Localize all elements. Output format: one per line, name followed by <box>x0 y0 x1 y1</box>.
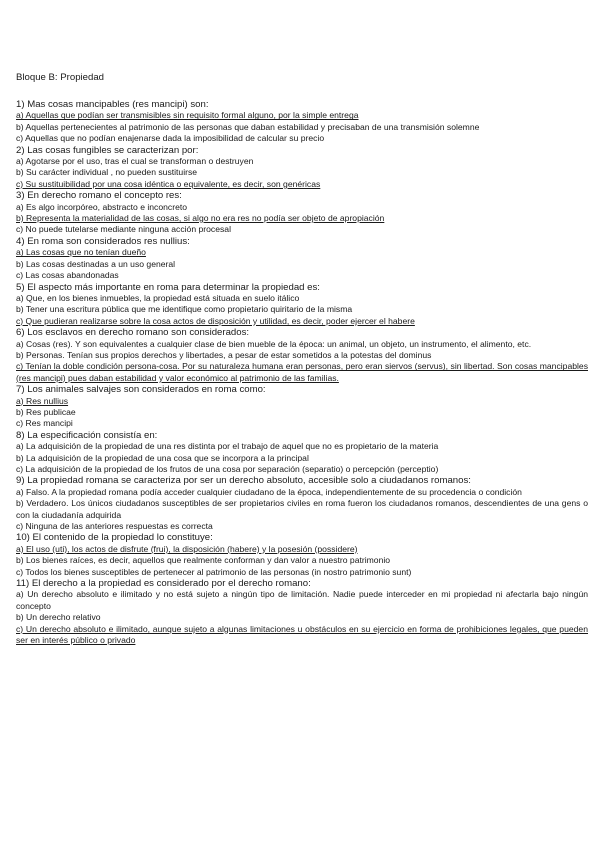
document-title: Bloque B: Propiedad <box>16 72 105 83</box>
answer-option: c) Ninguna de las anteriores respuestas es correcta <box>16 521 213 532</box>
answer-option: b) Res publicae <box>16 406 76 417</box>
correct-answer-option: c) Un derecho absoluto e ilimitado, aunque sujeto a algunas limitaciones u obstáculos en su ejercicio en forma de prohibiciones legales, que pueden ser en interés público o privado <box>16 623 588 646</box>
answer-option: b) Personas. Tenían sus propios derechos y libertades, a pesar de estar sometidos a la potestas del dominus <box>16 349 432 360</box>
question-block <box>16 327 588 384</box>
correct-answer-option: b) Representa la materialidad de las cosas, si algo no era res no podía ser objeto de apropiación <box>16 213 385 224</box>
answer-option: a) Cosas (res). Y son equivalentes a cualquier clase de bien mueble de la época: un animal, un objeto, un instrumento, el alimento, etc. <box>16 338 532 349</box>
answer-option: a) La adquisición de la propiedad de una res distinta por el trabajo de aquel que no es propietario de la materia <box>16 441 439 452</box>
correct-answer-option: a) Res nullius <box>16 395 69 406</box>
correct-answer-option: c) Que pudieran realizarse sobre la cosa actos de disposición y utilidad, es decir, poder ejercer el habere <box>16 315 415 326</box>
answer-option: b) La adquisición de la propiedad de una cosa que se incorpora a la principal <box>16 452 309 463</box>
answer-option: c) Res mancipi <box>16 418 73 429</box>
answer-option: b) Su carácter individual , no pueden sustituirse <box>16 167 198 178</box>
answer-option: a) Falso. A la propiedad romana podía acceder cualquier ciudadano de la época, independientemente de su procedencia o condición <box>16 486 522 497</box>
question-text: 4) En roma son considerados res nullius: <box>16 235 190 247</box>
question-block <box>16 282 588 328</box>
question-text: 5) El aspecto más importante en roma para determinar la propiedad es: <box>16 281 320 293</box>
question-block <box>16 384 588 430</box>
answer-option: c) Las cosas abandonadas <box>16 270 119 281</box>
question-text: 8) La especificación consistía en: <box>16 429 158 441</box>
question-text: 1) Mas cosas mancipables (res mancipi) son: <box>16 99 209 110</box>
answer-option: c) Aquellas que no podían enajenarse dada la imposibilidad de calcular su precio <box>16 133 325 144</box>
question-text: 11) El derecho a la propiedad es considerado por el derecho romano: <box>16 578 311 590</box>
question-text: 7) Los animales salvajes son considerados en roma como: <box>16 384 266 396</box>
answer-option: b) Aquellas pertenecientes al patrimonio de las personas que daban estabilidad y precisaban de una transmisión solemne <box>16 121 480 132</box>
answer-option: a) Un derecho absoluto e ilimitado y no está sujeto a ningún tipo de limitación. Nadie puede interceder en mi propiedad ni afectarla bajo ningún concepto <box>16 589 588 611</box>
question-text: 2) Las cosas fungibles se caracterizan por: <box>16 144 199 156</box>
question-block <box>16 578 588 646</box>
answer-option: c) La adquisición de la propiedad de los frutos de una cosa por separación (separatio) o percepción (perceptio) <box>16 464 439 474</box>
question-block <box>16 236 588 282</box>
answer-option: b) Los bienes raíces, es decir, aquellos que realmente conforman y dan valor a nuestro patrimonio <box>16 555 391 566</box>
question-block <box>16 475 588 532</box>
answer-option: b) Tener una escritura pública que me identifique como propietario quiritario de la misma <box>16 304 353 315</box>
question-text: 6) Los esclavos en derecho romano son considerados: <box>16 327 250 339</box>
document-page <box>16 72 588 647</box>
answer-option: b) Las cosas destinadas a un uso general <box>16 258 176 269</box>
correct-answer-option: a) Aquellas que podían ser transmisibles sin requisito formal alguno, por la simple entrega <box>16 110 359 121</box>
answer-option: c) No puede tutelarse mediante ninguna acción procesal <box>16 224 231 235</box>
question-block <box>16 145 588 191</box>
question-list <box>16 99 588 647</box>
answer-option: b) Un derecho relativo <box>16 612 101 623</box>
question-block <box>16 532 588 578</box>
correct-answer-option: a) Las cosas que no tenían dueño <box>16 247 146 258</box>
answer-option: a) Agotarse por el uso, tras el cual se transforman o destruyen <box>16 156 254 167</box>
correct-answer-option: c) Su sustituibilidad por una cosa idéntica o equivalente, es decir, son genéricas <box>16 178 321 189</box>
question-block <box>16 99 588 145</box>
answer-option: a) Que, en los bienes inmuebles, la propiedad está situada en suelo itálico <box>16 292 300 303</box>
answer-option: c) Todos los bienes susceptibles de pertenecer al patrimonio de las personas (in nostro patrimonio sunt) <box>16 566 412 577</box>
answer-option: a) Es algo incorpóreo, abstracto e inconcreto <box>16 201 188 212</box>
question-block <box>16 190 588 236</box>
correct-answer-option: a) El uso (uti), los actos de disfrute (frui), la disposición (habere) y la posesión (possidere) <box>16 543 358 554</box>
question-text: 3) En derecho romano el concepto res: <box>16 190 182 202</box>
correct-answer-option: c) Tenían la doble condición persona-cosa. Por su naturaleza humana eran personas, pero eran siervos (servus), sin libertad. Son cosas mancipables (res mancipi) pues daban estabilidad y valor económico al patrimonio de las familias. <box>16 361 588 383</box>
answer-option: b) Verdadero. Los únicos ciudadanos susceptibles de ser propietarios civiles en roma fueron los ciudadanos romanos, descendientes de una gens o con la ciudadanía adquirida <box>16 498 588 520</box>
question-text: 10) El contenido de la propiedad lo constituye: <box>16 532 213 544</box>
question-text: 9) La propiedad romana se caracteriza por ser un derecho absoluto, accesible solo a ciudadanos romanos: <box>16 475 471 487</box>
question-block <box>16 430 588 476</box>
